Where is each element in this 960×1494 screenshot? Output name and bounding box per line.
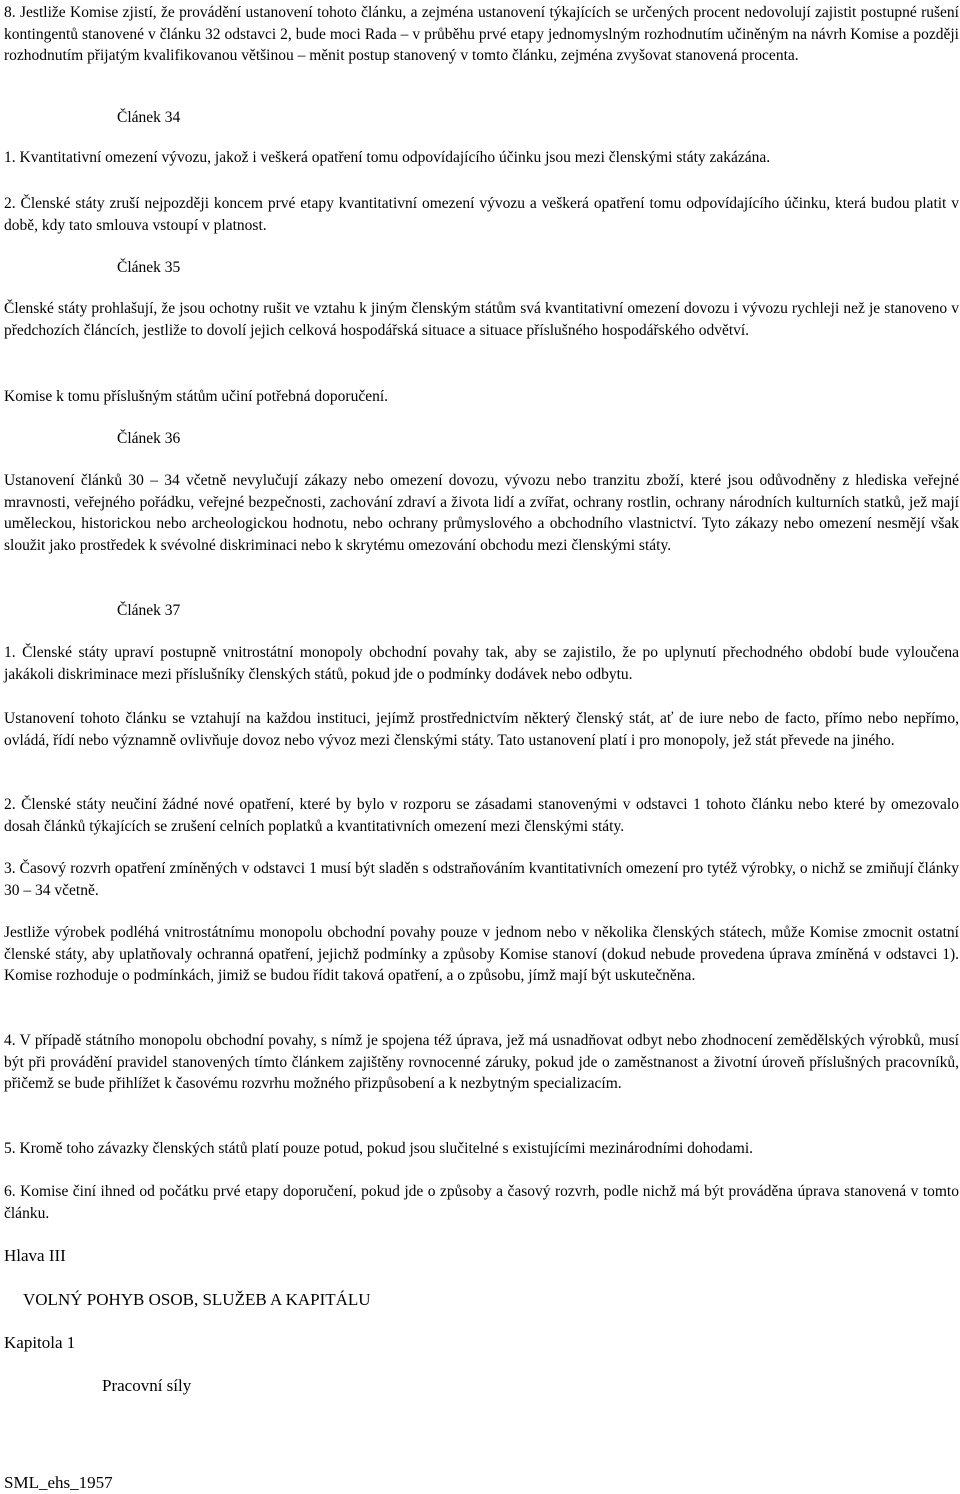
article-34-paragraph-1: 1. Kvantitativní omezení vývozu, jakož i veškerá opatření tomu odpovídajícího účinku jsou mezi členskými státy zakázána. [4, 149, 771, 166]
article-37-paragraph-1: 1. Členské státy upraví postupně vnitrostátní monopoly obchodní povahy tak, aby se zajistilo, že po uplynutí přechodného období bude vyloučena jakákoli diskriminace mezi příslušníky členských států, pokud jde o podmínky dodávek nebo odbytu. [4, 644, 959, 683]
article-37-paragraph-6: 6. Komise činí ihned od počátku prvé etapy doporučení, pokud jde o způsoby a časový rozvrh, podle nichž má být prováděna úprava stanovená v tomto článku. [4, 1183, 959, 1222]
title-heading: Hlava III [4, 1246, 66, 1265]
chapter-name: Pracovní síly [102, 1376, 192, 1395]
article-36-paragraph-1: Ustanovení článků 30 – 34 včetně nevylučují zákazy nebo omezení dovozu, vývozu nebo tranzitu zboží, které jsou odůvodněny z hlediska veřejné mravnosti, veřejného pořádku, veřejné bezpečnosti, zachování zdraví a života lidí a zvířat, ochrany rostlin, ochrany národních kulturních statků, jež mají uměleckou, historickou nebo archeologickou hodnotu, nebo ochrany průmyslového a obchodního vlastnictví. Tyto zákazy nebo omezení nesmějí však sloužit jako prostředek k svévolné diskriminaci nebo k skrytému omezování obchodu mezi členskými státy. [4, 472, 959, 554]
article-35-heading: Článek 35 [117, 259, 181, 276]
article-34-paragraph-2: 2. Členské státy zruší nejpozději koncem prvé etapy kvantitativní omezení vývozu a veškerá opatření tomu odpovídajícího účinku, která budou platit v době, kdy tato smlouva vstoupí v platnost. [4, 195, 959, 234]
article-36-heading: Článek 36 [117, 430, 181, 447]
article-37-paragraph-2: 2. Členské státy neučiní žádné nové opatření, které by bylo v rozporu se zásadami stanovenými v odstavci 1 tohoto článku nebo které by omezovalo dosah článků týkajících se zrušení celních poplatků a kvantitativních omezení mezi členskými státy. [4, 796, 959, 835]
chapter-heading: Kapitola 1 [4, 1333, 76, 1352]
article-34-heading: Článek 34 [117, 109, 181, 126]
paragraph-8: 8. Jestliže Komise zjistí, že provádění ustanovení tohoto článku, a zejména ustanovení týkajících se určených procent nedovolují zajistit postupné rušení kontingentů stanovené v článku 32 odstavci 2, bude moci Rada – v průběhu prvé etapy jednomyslným rozhodnutím učiněným na návrh Komise a později rozhodnutím přijatým kvalifikovanou většinou – měnit postup stanovený v tomto článku, zejména zvyšovat stanovená procenta. [4, 4, 959, 64]
article-37-paragraph-3b: Jestliže výrobek podléhá vnitrostátnímu monopolu obchodní povahy pouze v jednom nebo v několika členských státech, může Komise zmocnit ostatní členské státy, aby uplatňovaly ochranná opatření, jejichž podmínky a způsoby Komise stanoví (dokud nebude provedena úprava zmíněná v odstavci 1). Komise rozhoduje o podmínkách, jimiž se budou řídit taková opatření, a o způsobu, jímž mají být uskutečněna. [4, 924, 959, 984]
article-35-paragraph-2: Komise k tomu příslušným státům učiní potřebná doporučení. [4, 388, 389, 405]
article-37-paragraph-3: 3. Časový rozvrh opatření zmíněných v odstavci 1 musí být sladěn s odstraňováním kvantitativních omezení pro tytéž výrobky, o nichž se zmiňují články 30 – 34 včetně. [4, 860, 959, 899]
article-37-heading: Článek 37 [117, 602, 181, 619]
article-37-paragraph-5: 5. Kromě toho závazky členských států platí pouze potud, pokud jsou slučitelné s existujícími mezinárodními dohodami. [4, 1140, 754, 1157]
title-name: VOLNÝ POHYB OSOB, SLUŽEB A KAPITÁLU [23, 1290, 371, 1309]
article-37-paragraph-1b: Ustanovení tohoto článku se vztahují na každou instituci, jejímž prostřednictvím některý členský stát, ať de iure nebo de facto, přímo nebo nepřímo, ovládá, řídí nebo významně ovlivňuje dovoz nebo vývoz mezi členskými státy. Tato ustanovení platí i pro monopoly, jež stát převede na jiného. [4, 710, 959, 749]
document-footer: SML_ehs_1957 [4, 1473, 113, 1492]
article-35-paragraph-1: Členské státy prohlašují, že jsou ochotny rušit ve vztahu k jiným členským státům svá kvantitativní omezení dovozu i vývozu rychleji než je stanoveno v předchozích článcích, jestliže to dovolí jejich celková hospodářská situace a situace příslušného hospodářského odvětví. [4, 300, 959, 339]
article-37-paragraph-4: 4. V případě státního monopolu obchodní povahy, s nímž je spojena též úprava, jež má usnadňovat odbyt nebo zhodnocení zemědělských výrobků, musí být při provádění pravidel stanovených tímto článkem zajištěny rovnocenné záruky, pokud jde o zaměstnanost a životní úroveň příslušných pracovníků, přičemž se bude přihlížet k časovému rozvrhu možného přizpůsobení a k nezbytným specializacím. [4, 1032, 959, 1092]
